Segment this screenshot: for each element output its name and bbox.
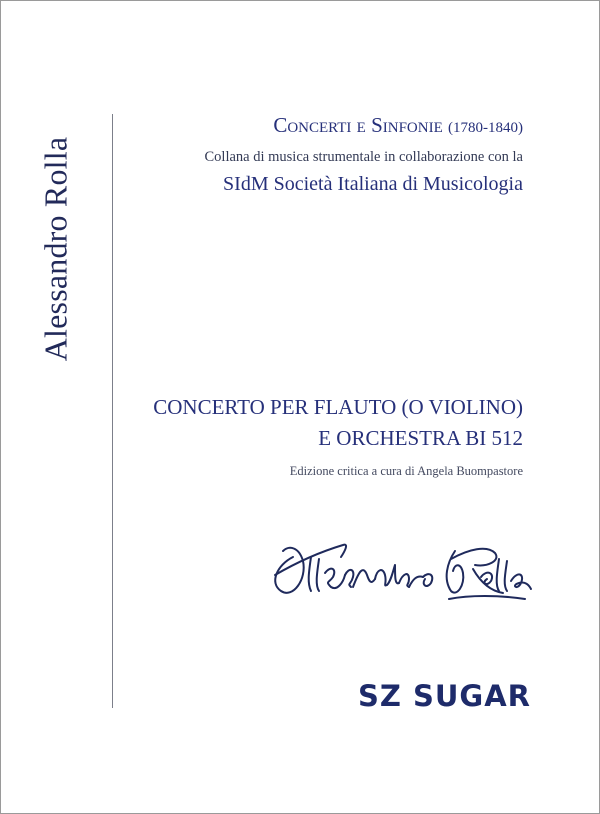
series-years: (1780-1840) [448,120,523,136]
series-partner: SIdM Società Italiana di Musicologia [223,173,523,195]
spine-divider [112,114,113,708]
publisher-logo: SZ SUGAR [357,679,531,713]
work-title-line-1: CONCERTO PER FLAUTO (O VIOLINO) [153,395,523,419]
editor-note: Edizione critica a cura di Angela Buompastore [289,464,523,478]
series-title [273,113,523,138]
work-title-line-2: E ORCHESTRA BI 512 [318,426,523,450]
cover-spine [1,1,113,813]
series-title-text: Concerti e Sinfonie [273,113,443,137]
signature-image [259,521,537,613]
series-subtitle: Collana di musica strumentale in collaborazione con la [204,149,523,165]
author-name: Alessandro Rolla [37,136,74,362]
